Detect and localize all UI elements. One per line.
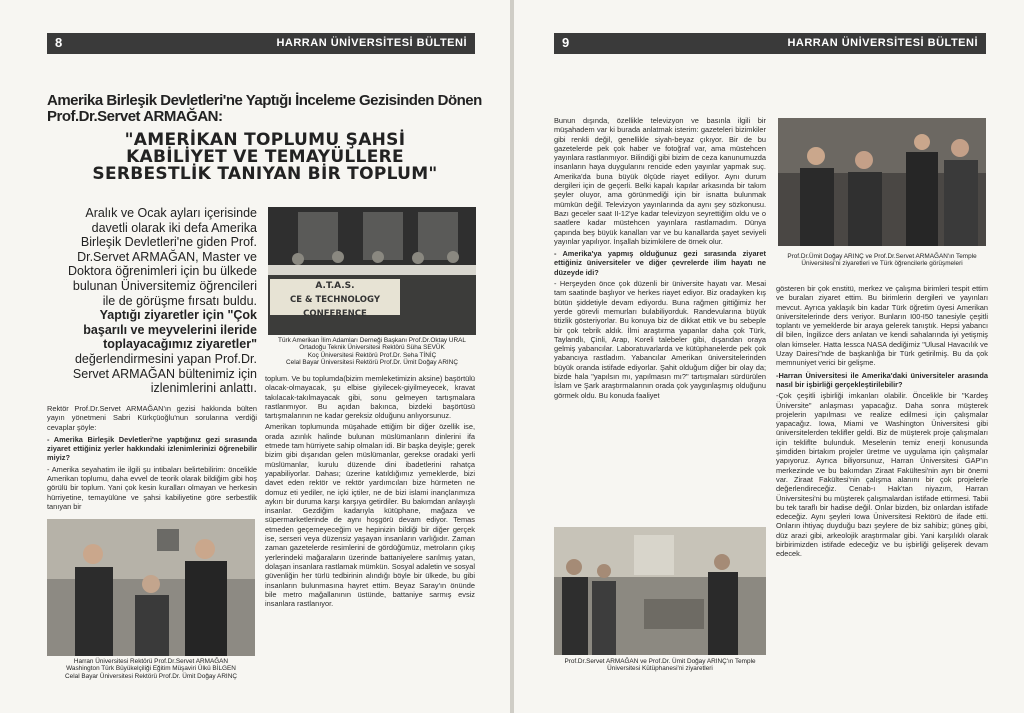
officials-photo-image xyxy=(47,519,255,656)
right-column-1: Bunun dışında, özellikle televizyon ve basınla ilgili bir müşahadem var ki burada anlatmak isterim: gazeteleri bizimkiler gibi renkli değil, genellikle siyah-beyaz çıkıyor. Bir de bu gazetelerde pek çok haber ve fotoğraf var, ama müstehcen yayınlara rastlanmıyor. Bilindiği gibi bizim de ceza kanunumuzda insanların haya duygularını rencide eden yayınlar yapmak suç. Amerika'da buna büyük ölçüde riayet ediliyor. Aynı durum dergileri için de geçerli. Belki kapalı kapılar arkasında bir takım şeyler oluyor, ama görünmediği için bir isnatta bulunmak mümkün değil. Televizyon yayınlarında da aynı şey sözkonusu. Bazı geceler saat II-12'ye kadar televizyon seyrettiğim oldu ve o saatlere kadar müstehcen yayınlara rastlamadım. Dünya çapında beş büyük kanalları var ve bu kanallarda şayet seviyeli yayınlar yapılıyor. İnşallah bizimkilere de örnek olur. - Amerika'ya yapmış olduğunuz gezi sırasında ziyaret ettiğiniz üniversiteler ve diğer çevrelerde ilim hayatı ne düzeyde idi? - Herşeyden önce çok düzenli bir üniversite hayatı var. Mesai tam saatinde başlıyor ve herkes riayet ediyor. Biz oradayken kış bütün şiddetiyle devam ediyordu. Buna rağmen gittiğimiz her yerde görevli memurları bulabiliyorduk. Randevularına büyük titizlik gösteriyorlar. Bu konuya biz de dikkat ettik ve bu sebeple bir çok tebrik aldık. İlmi araştırma yapanlar daha çok Türk, Taylandlı, Çinli, Arap, Koreli talebeler gibi, dışarıdan oraya gelmiş yabancılar. Laboratuvarlarda ve kütüphanelerde pek çok yabancıya rastladım. Yabancılar Amerikan üniversitelerinden büyük oranda istifade ediyorlar. Şahit olduğum diğer bir olay da; bizde hala "yapılsın mı, yapılmasın mı?" tartışmaları sürdürülen İslam ve Şark araştırmalarının orada çok yaygınlaşmış olduğunu görmek oldu. Bu konuda faaliyet xyxy=(554,116,766,400)
students-photo xyxy=(778,118,986,246)
page-number: 9 xyxy=(562,35,570,50)
conference-photo xyxy=(268,207,476,335)
article-intro: Aralık ve Ocak ayları içerisinde davetli olarak iki defa Amerika Birleşik Devletleri'ne giden Prof. Dr.Servet ARMAĞAN, Master ve Doktora öğrenimleri için bu ülkede bulunan Üniversitemiz öğrencileri ile de görüşme fırsatı buldu. Yaptığı ziyaretler için "Çok başarılı ve meyvelerini ileride toplayacağımız ziyaretler" değerlendirmesini yapan Prof.Dr. Servet ARMAĞAN bültenimiz için izlenimlerini anlattı. xyxy=(68,206,257,396)
conference-banner: A.T.A.S. CE & TECHNOLOGY CONFERENCE xyxy=(270,279,400,315)
left-column-2: toplum. Ve bu toplumda(bizim memleketimizin aksine) başörtülü olacak-olmayacak, şu elbise giyilecek-giyilmeyecek, kravat takılacak-takılmayacak gibi, sonu gelmeyen tartışmalara rastlanmıyor. Bu açıdan bakınca, bizdeki başörtüsü tartışmalarının ne kadar gereksiz olduğunu anlıyorsunuz. Amerikan toplumunda müşahade ettiğim bir diğer özellik ise, orada azınlık halinde bulunan müslümanların dinlerini ifa etmede tam hürriyete sahip olmaları idi. Bir başka deyişle; gerek bizim gibi dışarıdan gelen müslümanlar, gerekse oradaki yerli müslümanlar, kurulu düzende dini ibadetlerini rahatça yapabiliyorlar. Dahası; üzerine katıldığımız yemeklerde, bizi davet eden rektör ve rektör yardımcıları bize hürmeten ne domuz eti yediler, ne içki içtiler, ne de bizi islami inançlarımıza aykırı bir duruma karşı karşıya getirdiler. Bu bakımdan anlayışlı insanlar. Gezdiğim kadarıyla kütüphane, mağaza ve süpermarketlerinde de aynı hoşgörü devam ediyor. Temas etmeden geçemeyeceğim ve hepinizin bildiği bir diğer gerçek ise, serseri veya düzensiz yaşayan insanların varlığıdır. Zaman zaman gazetelerde resimlerini de gördüğümüz, metroların çıkış yerlerindeki mağaraların üzerinde battaniyelere sarılmış yatan, dolaşan insanlara rastlamak mümkün. Sosyal adaletin ve sosyal güvenliğin her türlü tedbirinin alındığı böyle bir ülkede, bu gibi insanların bulunmasına hayret ettim. Beyaz Saray'ın önünde bile metro mağallanının üstünde, battaniye sarmış evsiz insanlara rastlanıyor. xyxy=(265,374,475,609)
officials-photo-caption: Harran Üniversitesi Rektörü Prof.Dr.Servet ARMAĞAN Washington Türk Büyükelçiliği Eğitim Müşaviri Ülkü BİLGEN Celal Bayar Üniversitesi Rektörü Prof.Dr. Ümit Doğay ARINÇ xyxy=(65,658,237,680)
students-photo-caption: Prof.Dr.Ümit Doğay ARINÇ ve Prof.Dr.Servet ARMAĞAN'ın Temple Üniversitesi'ni ziyaretleri ve Türk öğrencilerle görüşmeleri xyxy=(787,253,977,268)
bulletin-title: HARRAN ÜNİVERSİTESİ BÜLTENİ xyxy=(276,37,467,49)
right-page xyxy=(514,0,1024,713)
conference-photo-caption: Türk Amerikan İlim Adamları Derneği Başkanı Prof.Dr.Oktay URAL Ortadoğu Teknik Üniversitesi Rektörü Süha SEVÜK Koç Üniversitesi Rektörü Prof.Dr. Seha TİNİÇ Celal Bayar Üniversitesi Rektörü Prof.Dr. Ümit Doğay ARINÇ xyxy=(278,337,466,367)
left-page xyxy=(0,0,510,713)
library-photo-caption: Prof.Dr.Servet ARMAĞAN ve Prof.Dr. Ümit Doğay ARINÇ'ın Temple Üniversitesi Kütüphanesi'ni ziyaretleri xyxy=(564,658,756,673)
students-photo-image xyxy=(778,118,986,246)
library-photo xyxy=(554,527,766,655)
officials-photo xyxy=(47,519,255,656)
right-column-2: gösteren bir çok enstitü, merkez ve çalışma birimleri tespit ettim ve buraları ziyaret ettim. Bu birimlerin dergileri ve yayınları mevcut. Ayrıca yaklaşık bin kadar Türk öğretim üyesi Amerikan üniversitelerinde ders veriyor. Bunların I00-I50 tanesiyle çeşitli toplantı ve yemeklerde bir araya gelerek tanıştık. Hepsi yabancı dil bilen, İngilizce ders anlatan ve kendi sahalarında iyi yetişmiş olan kimseler. Hatta Iessca NASA dediğimiz "Ulusal Havacılık ve Uzay Dairesi"nde de başkanlığa bir Türk getirilmiş. Bu da çok memnuniyet verici bir gelişme. -Harran Üniversitesi ile Amerika'daki üniversiteler arasında nasıl bir işbirliği gerçekleştirilebilir? -Çok çeşitli işbirliği imkanları olabilir. Öncelikle bir "Kardeş Üniversite" anlaşması yapacağız. Daha sonra müşterek projelerin yapılması ve realize edilmesi için çalışmalar yapacağız. Iowa, Miami ve Washington Üniversitesi gibi üniversitelerden teklifler geldi. Biz de müşterek proje çalışmaları için tekliflte bulunduk. Meselenin temiz enerji konusunda şimdiden birtakım projeler üretme ve uygulama için çalışmalar yapıyoruz. Ayrıca biliyorsunuz, Harran Üniversitesi GAP'ın merkezinde ve bu bakımdan Ziraat Fakültesi'nin ayrı bir önemi var. Ziraat Fakültesi'nin çalışma alanını bir çok projelerle değerlendireceğiz. Cenab-ı Hak'tan niyazım, Harran Üniversitesi'ni bu müşterek çalışmalardan istifade ettirmesi. Tabii bu tek taraflı bir hadise değil. Onlar bizden, biz onlardan istifade edeceğiz. Aynı şeyleri Iowa Üniversitesi Rektörü de ifade etti. Onların ihtiyaç duyduğu bazı şeylere de biz sahibiz; güneş gibi, düz arazi gibi, arkeolojik araştırmalar gibi. Yani karşılıklı olarak birbirimizden istifade edeceğiz ve bu işbirliği gelişerek devam edecek. xyxy=(776,284,988,559)
article-kicker: Amerika Birleşik Devletleri'ne Yaptığı İnceleme Gezisinden Dönen Prof.Dr.Servet ARMAĞAN: xyxy=(47,92,482,125)
page-number: 8 xyxy=(55,35,63,50)
page-header xyxy=(47,33,475,54)
left-column-1: Rektör Prof.Dr.Servet ARMAĞAN'ın gezisi hakkında bülten yayın yönetmeni Sabri Kürkçüoğlu'nun sorularına verdiği cevaplar şöyle: - Amerika Birleşik Devletleri'ne yaptığınız gezi sırasında ziyaret ettiğiniz yerler hakkındaki izlenimlerinizi öğrenebilir miyiz? - Amerika seyahatim ile ilgili şu intibaları belirtebilirim: öncelikle Amerikan toplumu, daha evvel de teorik olarak bildiğim gibi hoş görülü bir toplum. Yani çok kesin kuralları olmayan ve herkesin hürriyetine, temayülüne ve şahsi kabiliyetine göre serbestlik tanıyan bir xyxy=(47,404,257,511)
article-headline: "AMERİKAN TOPLUMU ŞAHSİ KABİLİYET VE TEMAYÜLLERE SERBESTLİK TANIYAN BİR TOPLUM" xyxy=(92,130,438,184)
bulletin-title: HARRAN ÜNİVERSİTESİ BÜLTENİ xyxy=(787,37,978,49)
library-photo-image xyxy=(554,527,766,655)
page-header xyxy=(554,33,986,54)
